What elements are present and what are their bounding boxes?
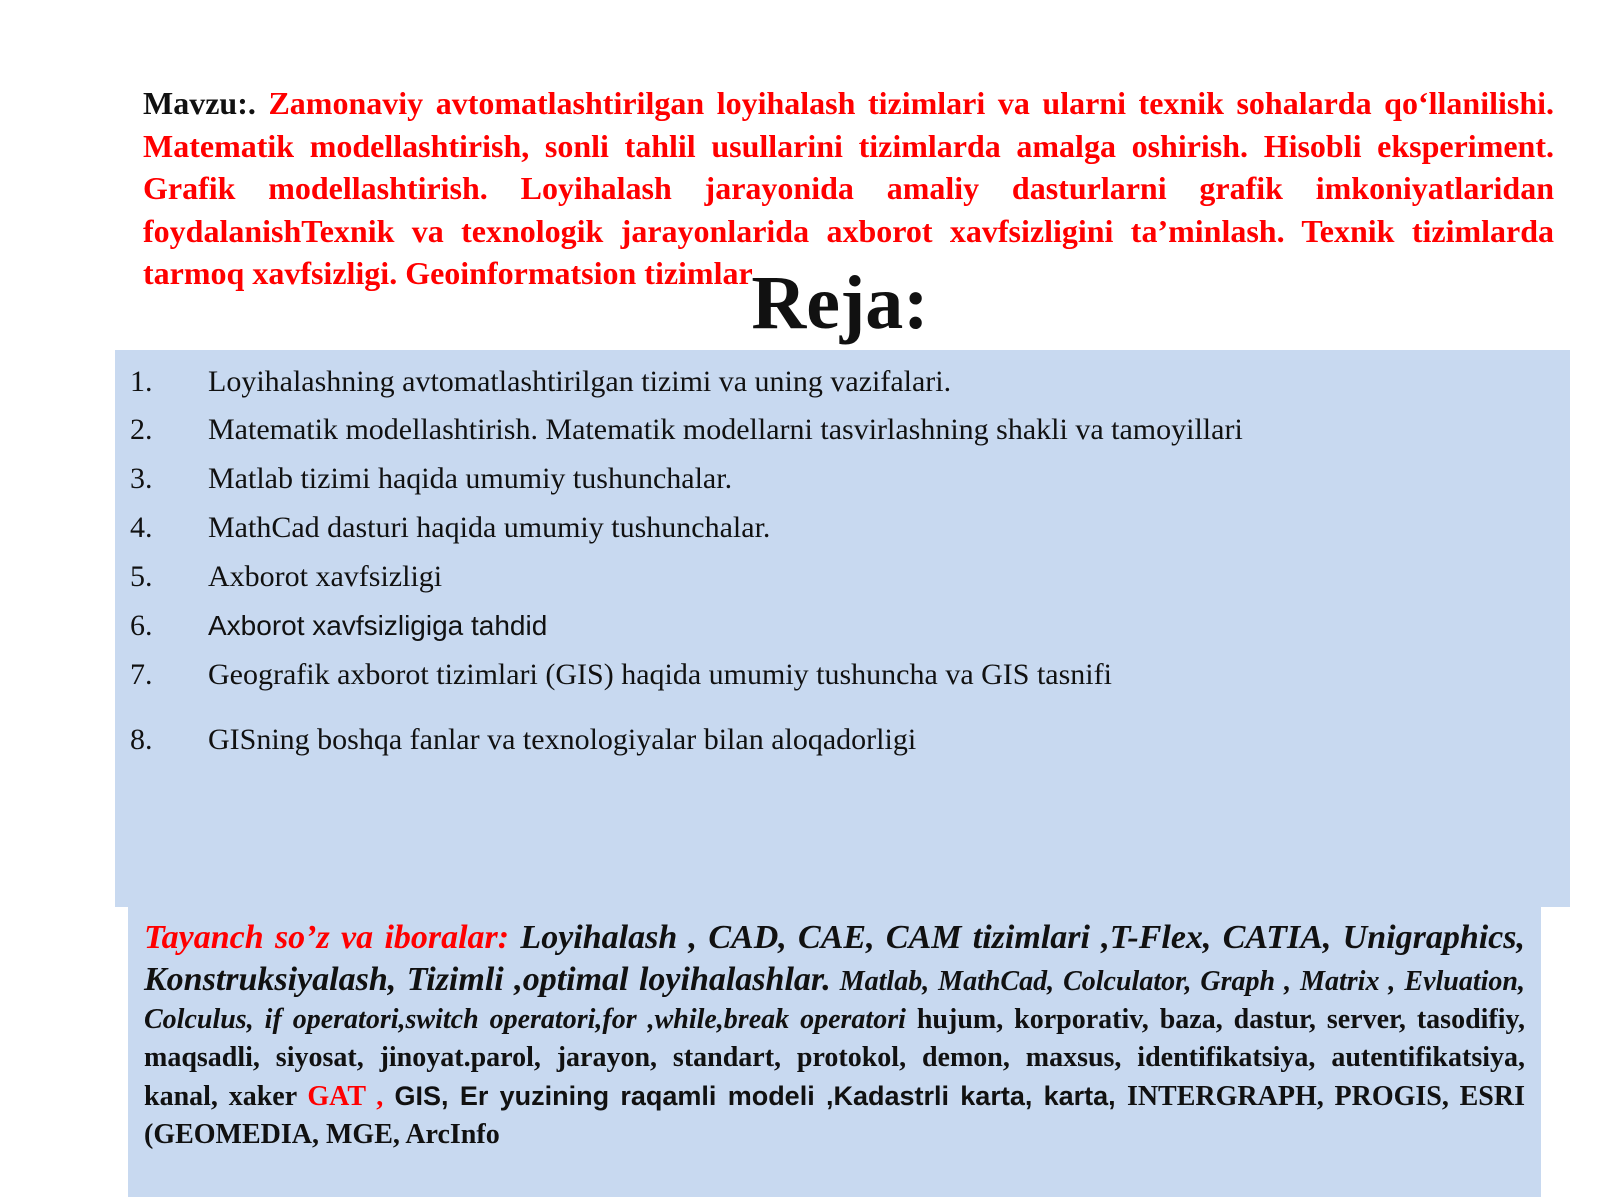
topic-text: Zamonaviy avtomatlashtirilgan loyihalash tizimlari va ularni texnik sohalarda qo‘llanilishi. Matematik modellashtirish, sonli tahlil usullarini tizimlarda amalga oshirish. Hisobli eksperiment. Grafik modellashtirish. Loyihalash jarayonida amaliy dasturlarni grafik imkoniyatlaridan foydalanishTexnik va texnologik jarayonlarida axborot xavfsizligini ta’minlash. Texnik tizimlarda tarmoq xavfsizligi. Geoinformatsion tizimlar bbox=[143, 85, 1555, 291]
keywords-cad-terms: Loyihalash , CAD, CAE, CAM tizimlari ,T-Flex, CATIA, Unigraphics, Konstruksiyalash, Tizimli ,optimal loyihalashlar. bbox=[144, 919, 1525, 998]
keywords-software-terms: INTERGRAPH, PROGIS, ESRI (GEOMEDIA, MGE, ArcInfo bbox=[144, 1081, 1525, 1150]
plan-item-number: 2. bbox=[130, 413, 153, 446]
plan-title: Reja: bbox=[751, 261, 929, 345]
plan-box bbox=[115, 350, 1570, 907]
keywords-label: Tayanch so’z va iboralar: bbox=[144, 919, 510, 956]
plan-item-number: 1. bbox=[130, 365, 153, 398]
keywords-paragraph bbox=[144, 917, 1525, 1154]
plan-item-number: 6. bbox=[130, 609, 153, 642]
plan-item-number: 5. bbox=[130, 560, 153, 593]
plan-item-number: 7. bbox=[130, 658, 153, 691]
keywords-gat: GAT , bbox=[307, 1081, 384, 1112]
plan-item-number: 4. bbox=[130, 511, 153, 544]
topic-separator: . bbox=[247, 85, 269, 121]
plan-item-text: Matlab tizimi haqida umumiy tushunchalar. bbox=[208, 462, 733, 495]
keywords-box bbox=[128, 907, 1541, 1197]
plan-item-text: Loyihalashning avtomatlashtirilgan tizimi va uning vazifalari. bbox=[208, 365, 952, 398]
plan-item-number: 8. bbox=[130, 723, 153, 756]
plan-item-text: Matematik modellashtirish. Matematik modellarni tasvirlashning shakli va tamoyillari bbox=[208, 413, 1243, 446]
keywords-security-terms: hujum, korporativ, baza, dastur, server, tasodifiy, maqsadli, siyosat, jinoyat.parol, jarayon, standart, protokol, demon, maxsus, identifikatsiya, autentifikatsiya, kanal, xaker bbox=[144, 1004, 1525, 1112]
keywords-matlab-terms: Matlab, MathCad, Colculator, Graph , Matrix , Evluation, Colculus, if operatori,switch operatori,for ,while,break operatori bbox=[144, 966, 1525, 1035]
plan-item-text: Geografik axborot tizimlari (GIS) haqida umumiy tushuncha va GIS tasnifi bbox=[208, 658, 1112, 691]
keywords-gis-terms: GIS, Er yuzining raqamli modeli ,Kadastrli karta, karta, bbox=[383, 1081, 1127, 1111]
plan-item-text: MathCad dasturi haqida umumiy tushunchalar. bbox=[208, 511, 771, 544]
plan-item-text: GISning boshqa fanlar va texnologiyalar bilan aloqadorligi bbox=[208, 723, 917, 756]
topic-label: Mavzu: bbox=[143, 85, 248, 121]
plan-item-text: Axborot xavfsizligi bbox=[208, 560, 443, 593]
plan-item-number: 3. bbox=[130, 462, 153, 495]
plan-item-text: Axborot xavfsizligiga tahdid bbox=[208, 610, 548, 641]
